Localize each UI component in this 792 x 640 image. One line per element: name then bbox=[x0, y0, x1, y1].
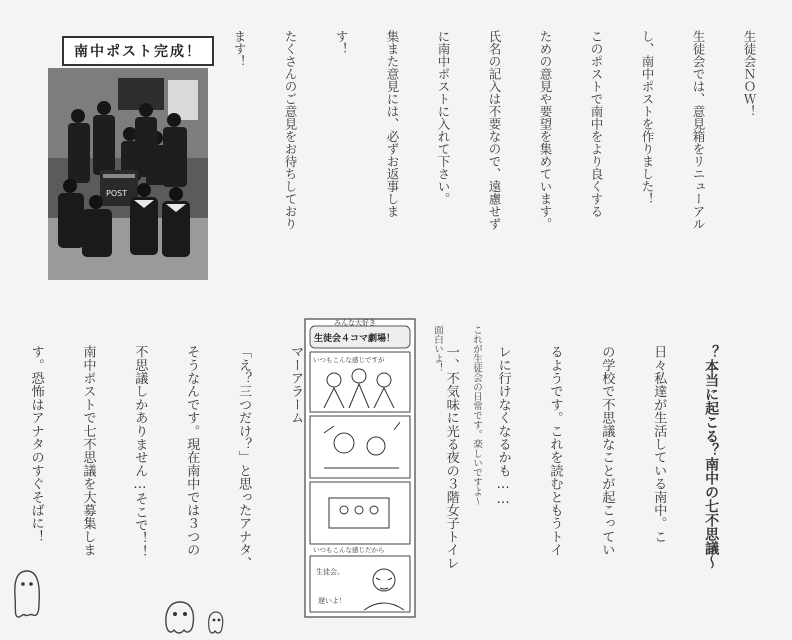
ghost-doodle-center bbox=[160, 600, 200, 636]
bottom-line: マーアラーム bbox=[288, 345, 304, 425]
top-line: す！ bbox=[334, 30, 349, 55]
ghost-doodle-right bbox=[205, 610, 227, 638]
panel4-caption: 生徒会。 bbox=[316, 568, 344, 576]
bottom-line: そうなんです。現在南中では３つの bbox=[184, 345, 200, 557]
four-panel-comic bbox=[304, 318, 416, 618]
panel1-caption: いつもこんな感じですが bbox=[313, 356, 385, 364]
bottom-heading: ？本当に起こる？南中の七不思議〜 bbox=[703, 345, 720, 569]
side-note-line: これが生徒会の日常です。楽しいですよ〜 bbox=[471, 325, 482, 506]
ghost-doodle-left bbox=[10, 568, 44, 620]
bottom-line: す。恐怖はアナタのすぐそばに！ bbox=[28, 345, 44, 543]
photo-illustration bbox=[48, 68, 208, 280]
comic-header-main: 生徒会４コマ劇場！ bbox=[314, 334, 396, 344]
comic-header-small: みんな大好き bbox=[334, 319, 376, 327]
top-line: このポストで南中をより良くする bbox=[589, 30, 604, 218]
post-box-label: POST bbox=[106, 189, 128, 198]
top-line: に南中ポストに入れて下さい。 bbox=[436, 30, 451, 205]
article-title: 南中ポスト完成！ bbox=[62, 36, 214, 66]
bottom-line: 一、不気味に光る夜の３階女子トイレ bbox=[443, 345, 459, 570]
top-line: ます！ bbox=[232, 30, 247, 68]
bottom-line: 日々私達が生活している南中。こ bbox=[651, 345, 667, 543]
bottom-line: の学校で不思議なことが起こってい bbox=[599, 345, 615, 557]
top-line: ための意見や要望を集めています。 bbox=[538, 30, 553, 230]
top-line: たくさんのご意見をお待ちしており bbox=[283, 30, 298, 230]
group-photo bbox=[48, 68, 208, 280]
bottom-line: るようです。これを読むともうトイ bbox=[547, 345, 563, 557]
bottom-line: 「え？三つだけ？」と思ったアナタ、 bbox=[236, 345, 252, 570]
top-line: 集また意見には、必ずお返事しま bbox=[385, 30, 400, 218]
top-article bbox=[214, 30, 792, 330]
comic-side-note bbox=[418, 325, 509, 555]
bottom-line: レに行けなくなるかも…… bbox=[495, 345, 511, 507]
panel2-caption: いつもこんな感じだから bbox=[313, 546, 385, 554]
top-line: し、南中ポストを作りました！ bbox=[640, 30, 655, 205]
bottom-line: 不思議しかありません…そこで！！ bbox=[132, 345, 148, 558]
top-line: 氏名の記入は不要なので、遠慮せず bbox=[487, 30, 502, 230]
top-line: 生徒会ＮＯＷ！ bbox=[742, 30, 757, 118]
side-note-line: 面白いよ！ bbox=[432, 325, 443, 373]
bottom-line: 南中ポストで七不思議を大募集しま bbox=[80, 345, 96, 557]
panel4-label: 遅いよ！ bbox=[318, 597, 346, 605]
top-line: 生徒会では、意見箱をリニューアル bbox=[691, 30, 706, 230]
comic-frame bbox=[304, 318, 416, 618]
